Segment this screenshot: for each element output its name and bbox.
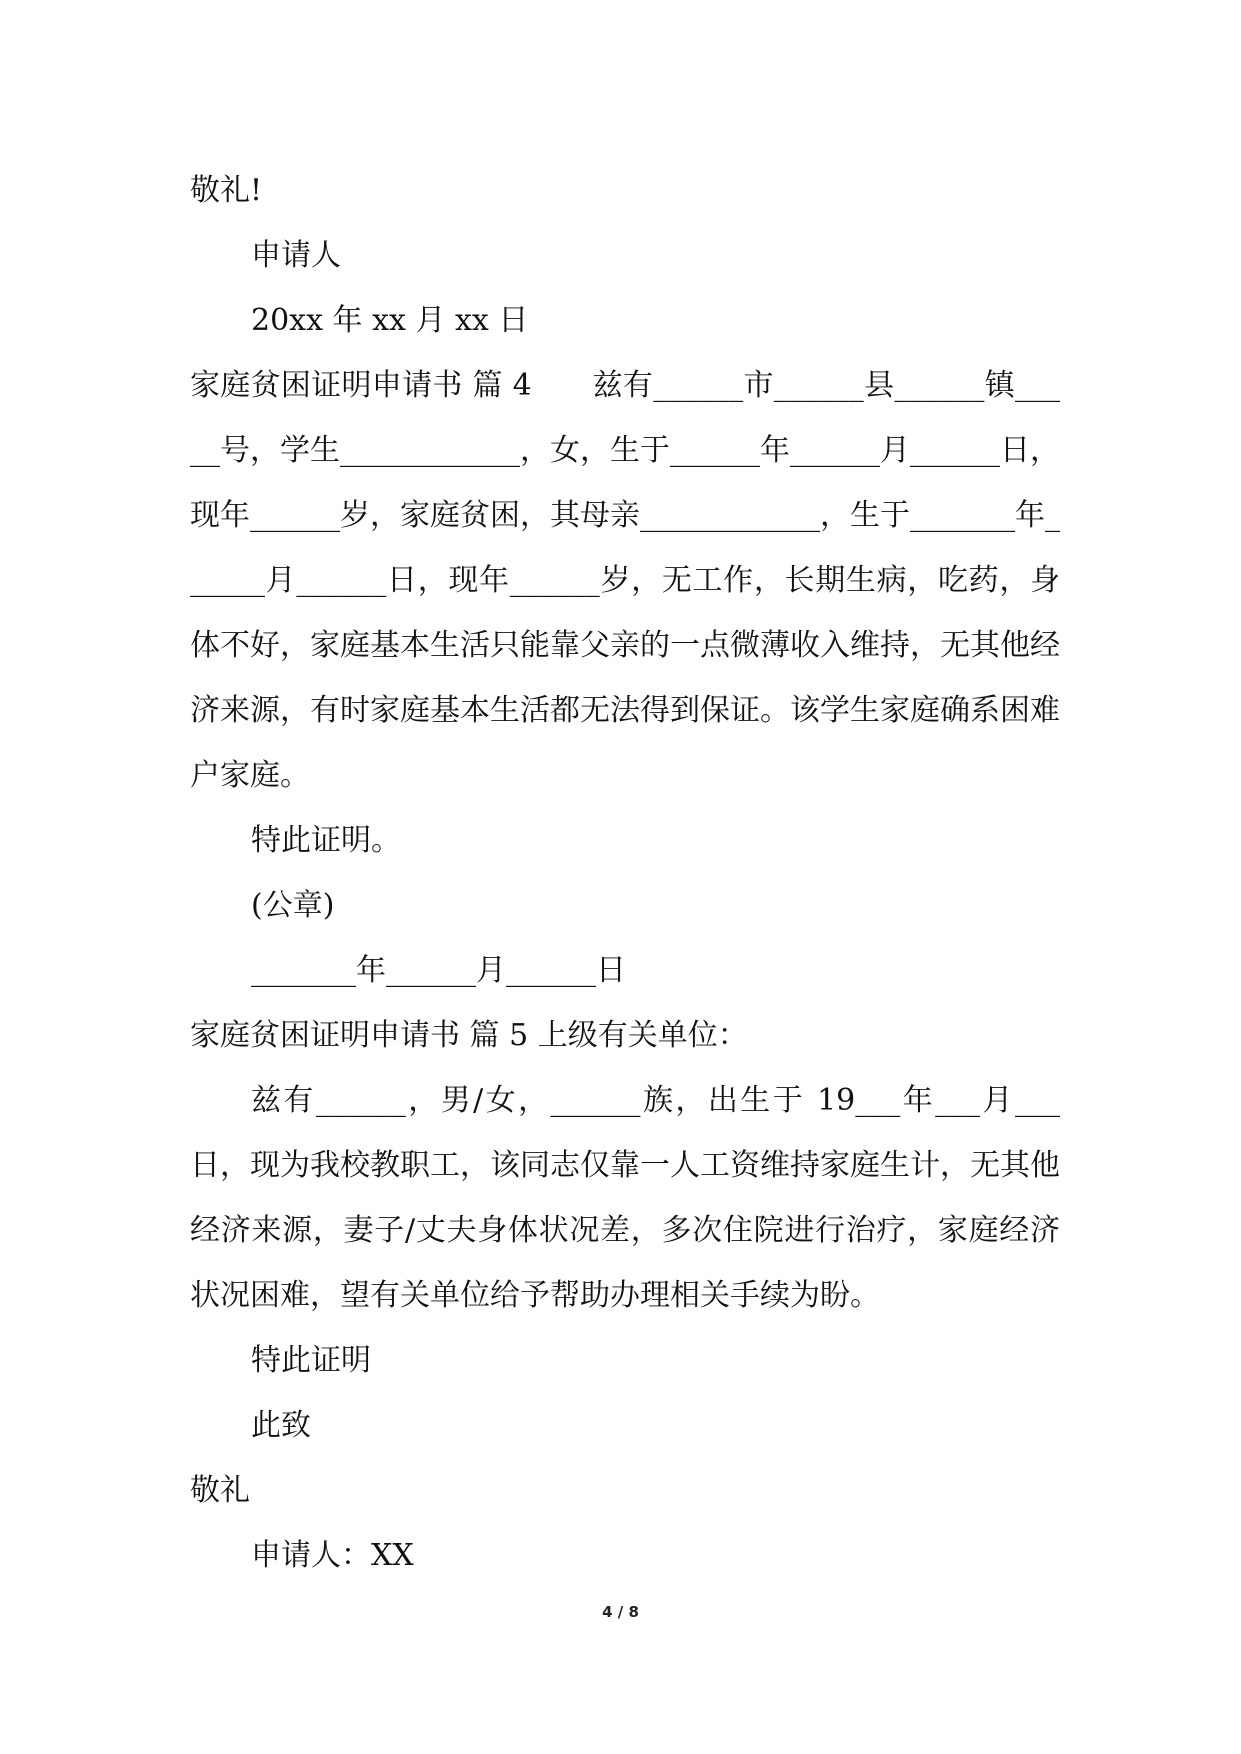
official-seal-label: (公章)	[251, 888, 335, 923]
applicant-signature: 申请人：XX	[251, 1538, 414, 1573]
closing-salute: 敬礼	[190, 1473, 250, 1508]
application-date: 20xx 年 xx 月 xx 日	[251, 303, 529, 338]
closing-to: 此致	[251, 1408, 311, 1443]
section-4-paragraph: 家庭贫困证明申请书 篇 4 兹有______市______县______镇_____号，学生____________，女，生于______年______月______日，现年______岁，家庭贫困，其母亲____________，生于_______年______月______日，现年______岁，无工作，长期生病，吃药，身体不好，家庭基本生活只能靠父亲的一点微薄收入维持，无其他经济来源，有时家庭基本生活都无法得到保证。该学生家庭确系困难户家庭。	[190, 368, 1060, 793]
section-5-paragraph: 兹有______，男/女，______族，出生于 19___年___月___日，现为我校教职工，该同志仅靠一人工资维持家庭生计，无其他经济来源，妻子/丈夫身体状况差，多次住院进行治疗，家庭经济状况困难，望有关单位给予帮助办理相关手续为盼。	[190, 1083, 1060, 1313]
document-body	[190, 158, 1060, 1588]
page-number: 4 / 8	[602, 1603, 639, 1621]
seal-date-blank: _______年______月______日	[251, 953, 626, 988]
certify-line: 特此证明。	[251, 823, 401, 858]
certify-line-2: 特此证明	[251, 1343, 371, 1378]
salute-line: 敬礼!	[190, 173, 263, 208]
applicant-label: 申请人	[251, 238, 341, 273]
section-5-title: 家庭贫困证明申请书 篇 5 上级有关单位：	[190, 1018, 748, 1053]
